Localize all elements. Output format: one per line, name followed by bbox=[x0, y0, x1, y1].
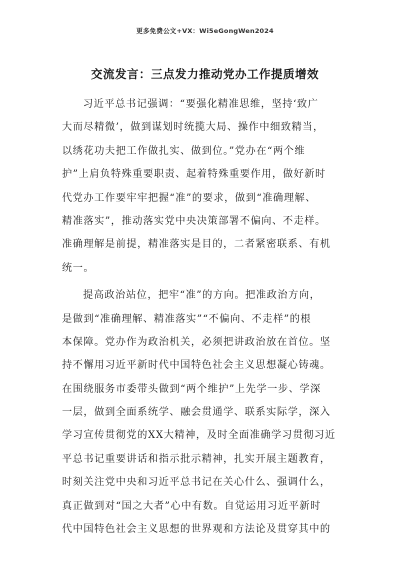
body-text bbox=[62, 93, 348, 541]
text-line: 真正做到对“国之大者”心中有数。自觉运用习近平新时 bbox=[62, 500, 321, 512]
text-line: 代党办工作要牢牢把握“准”的要求，做到“准确理解、 bbox=[62, 192, 317, 204]
header-note: 更多免费公文+VX：Wi5eGongWen2024 bbox=[136, 27, 274, 35]
document-title: 交流发言：三点发力推动党办工作提质增效 bbox=[91, 67, 319, 81]
paragraph bbox=[62, 284, 348, 541]
text-line: 护”上肩负特殊重要职责、起着特殊重要作用，做好新时 bbox=[62, 169, 326, 181]
text-line: 时刻关注党中央和习近平总书记在关心什么、强调什么， bbox=[62, 477, 331, 489]
text-line: 平总书记重要讲话和指示批示精神，扎实开展主题教育， bbox=[62, 453, 331, 465]
text-line: 精准落实”，推动落实党中央决策部署不偏向、不走样。 bbox=[62, 215, 326, 227]
text-line: 是做到“准确理解、精准落实”“不偏向、不走样”的根 bbox=[62, 313, 312, 325]
text-line: 提高政治站位，把牢“准”的方向。把准政治方向， bbox=[83, 290, 321, 302]
text-line: 持不懈用习近平新时代中国特色社会主义思想凝心铸魂。 bbox=[62, 360, 331, 372]
text-line: 以绣花功夫把工作做扎实、做到位。”党办在“两个维 bbox=[62, 145, 306, 157]
text-line: 在围绕服务市委带头做到“两个维护”上先学一步、学深 bbox=[62, 383, 321, 395]
paragraph bbox=[62, 93, 348, 280]
text-line: 学习宣传贯彻党的XX大精神，及时全面准确学习贯彻习近 bbox=[62, 430, 336, 442]
text-line: 代中国特色社会主义思想的世界观和方法论及贯穿其中的 bbox=[62, 524, 331, 536]
text-line: 统一。 bbox=[62, 262, 95, 274]
text-line: 一层，做到全面系统学、融会贯通学、联系实际学，深入 bbox=[62, 407, 331, 419]
text-line: 本保障。党办作为政治机关，必须把讲政治放在首位。坚 bbox=[62, 336, 331, 348]
text-line: 习近平总书记强调：“要强化精准思维，坚持‘致广 bbox=[83, 99, 319, 110]
text-line: 大而尽精微’，做到谋划时统揽大局、操作中细致精当， bbox=[62, 122, 324, 134]
text-line: 准确理解是前提，精准落实是目的，二者紧密联系、有机 bbox=[62, 239, 331, 251]
